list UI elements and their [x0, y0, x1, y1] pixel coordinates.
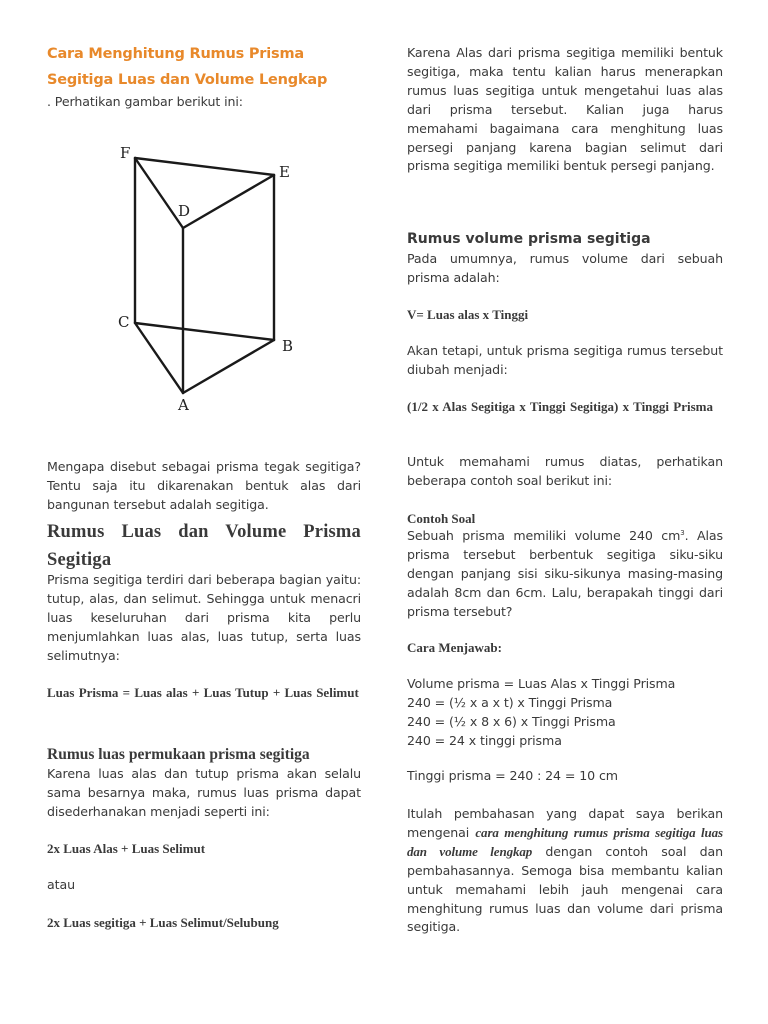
article-title-line-2: Segitiga Luas dan Volume Lengkap [47, 72, 328, 88]
simplify-paragraph: Karena luas alas dan tutup prisma akan selalu sama besarnya maka, rumus luas prisma dapat disederhanakan menjadi seperti ini: [47, 766, 361, 819]
closing-paragraph [407, 805, 723, 937]
article-title-line-1: Cara Menghitung Rumus Prisma [47, 46, 304, 62]
heading-luas-permukaan: Rumus luas permukaan prisma segitiga [47, 746, 310, 763]
solution-step: 240 = (½ x a x t) x Tinggi Prisma [407, 694, 613, 710]
article-title [47, 41, 367, 93]
formula-volume: V= Luas alas x Tinggi [407, 307, 529, 322]
soal-text-part-1: Sebuah prisma memiliki volume 240 cm [407, 528, 681, 543]
alas-paragraph: Karena Alas dari prisma segitiga memiliki bentuk segitiga, maka tentu kalian harus menerapkan rumus luas segitiga untuk mengetahui luas alas dari prisma tersebut. Kalian juga harus memahami bagaimana cara menghitung luas persegi panjang karena bagian selimut dari prisma segitiga memiliki bentuk persegi panjang. [407, 45, 723, 174]
closing-text-part-2: dengan contoh soal dan pembahasannya. Semoga bisa membantu kalian untuk memahami lebih jauh mengenai cara menghitung rumus luas dan volume dari prisma segitiga. [407, 843, 723, 935]
contoh-intro-paragraph: Untuk memahami rumus diatas, perhatikan beberapa contoh soal berikut ini: [407, 454, 723, 488]
soal-text-part-2: . Alas prisma tersebut berbentuk segitiga siku-siku dengan panjang sisi siku-sikunya masing-masing adalah 8cm dan 6cm. Lalu, berapakah tinggi dari prisma tersebut? [407, 528, 723, 619]
left-column [47, 0, 361, 1024]
solution-steps [407, 675, 723, 751]
intro-text: . Perhatikan gambar berikut ini: [47, 94, 243, 109]
soal-paragraph [407, 527, 723, 622]
prism-parts-paragraph: Prisma segitiga terdiri dari beberapa bagian yaitu: tutup, alas, dan selimut. Sehingga untuk menacri luas keseluruhan dari prisma kita perlu menjumlahkan luas alas, luas tutup, serta luas selimutnya: [47, 572, 361, 663]
formula-simplified-1: 2x Luas Alas + Luas Selimut [47, 841, 206, 856]
vertex-label-d: D [178, 202, 191, 220]
or-text: atau [47, 877, 75, 892]
vertex-label-a: A [178, 396, 189, 414]
vertex-label-f: F [120, 144, 131, 162]
heading-volume: Rumus volume prisma segitiga [407, 231, 651, 247]
vertex-label-e: E [279, 163, 290, 181]
cara-menjawab-heading: Cara Menjawab: [407, 640, 502, 655]
formula-luas-prisma: Luas Prisma = Luas alas + Luas Tutup + Luas Selimut [47, 685, 359, 700]
heading-luas-volume: Rumus Luas dan Volume Prisma Segitiga [47, 522, 361, 570]
soal-superscript: 3 [680, 528, 685, 537]
vertex-label-b: B [282, 337, 294, 355]
volume-intro-paragraph: Pada umumnya, rumus volume dari sebuah prisma adalah: [407, 251, 723, 285]
vertex-label-c: C [118, 313, 130, 331]
solution-step: 240 = 24 x tinggi prisma [407, 732, 562, 748]
akan-tetapi-paragraph: Akan tetapi, untuk prisma segitiga rumus tersebut diubah menjadi: [407, 343, 723, 377]
contoh-soal-heading: Contoh Soal [407, 511, 476, 526]
closing-italic-phrase: cara menghitung rumus prisma segitiga luas dan volume lengkap [407, 824, 723, 859]
solution-step: Volume prisma = Luas Alas x Tinggi Prisma [407, 676, 676, 691]
solution-result: Tinggi prisma = 240 : 24 = 10 cm [407, 768, 618, 783]
why-prism-paragraph: Mengapa disebut sebagai prisma tegak segitiga? Tentu saja itu dikarenakan bentuk alas dari bangunan tersebut adalah segitiga. [47, 459, 361, 512]
formula-volume-segitiga: (1/2 x Alas Segitiga x Tinggi Segitiga) x Tinggi Prisma [407, 399, 713, 414]
solution-step: 240 = (½ x 8 x 6) x Tinggi Prisma [407, 713, 616, 729]
triangular-prism-figure [100, 135, 320, 425]
right-column [407, 0, 723, 1024]
formula-simplified-2: 2x Luas segitiga + Luas Selimut/Selubung [47, 915, 279, 930]
closing-text-part-1: Itulah pembahasan yang dapat saya berikan mengenai [407, 806, 723, 840]
